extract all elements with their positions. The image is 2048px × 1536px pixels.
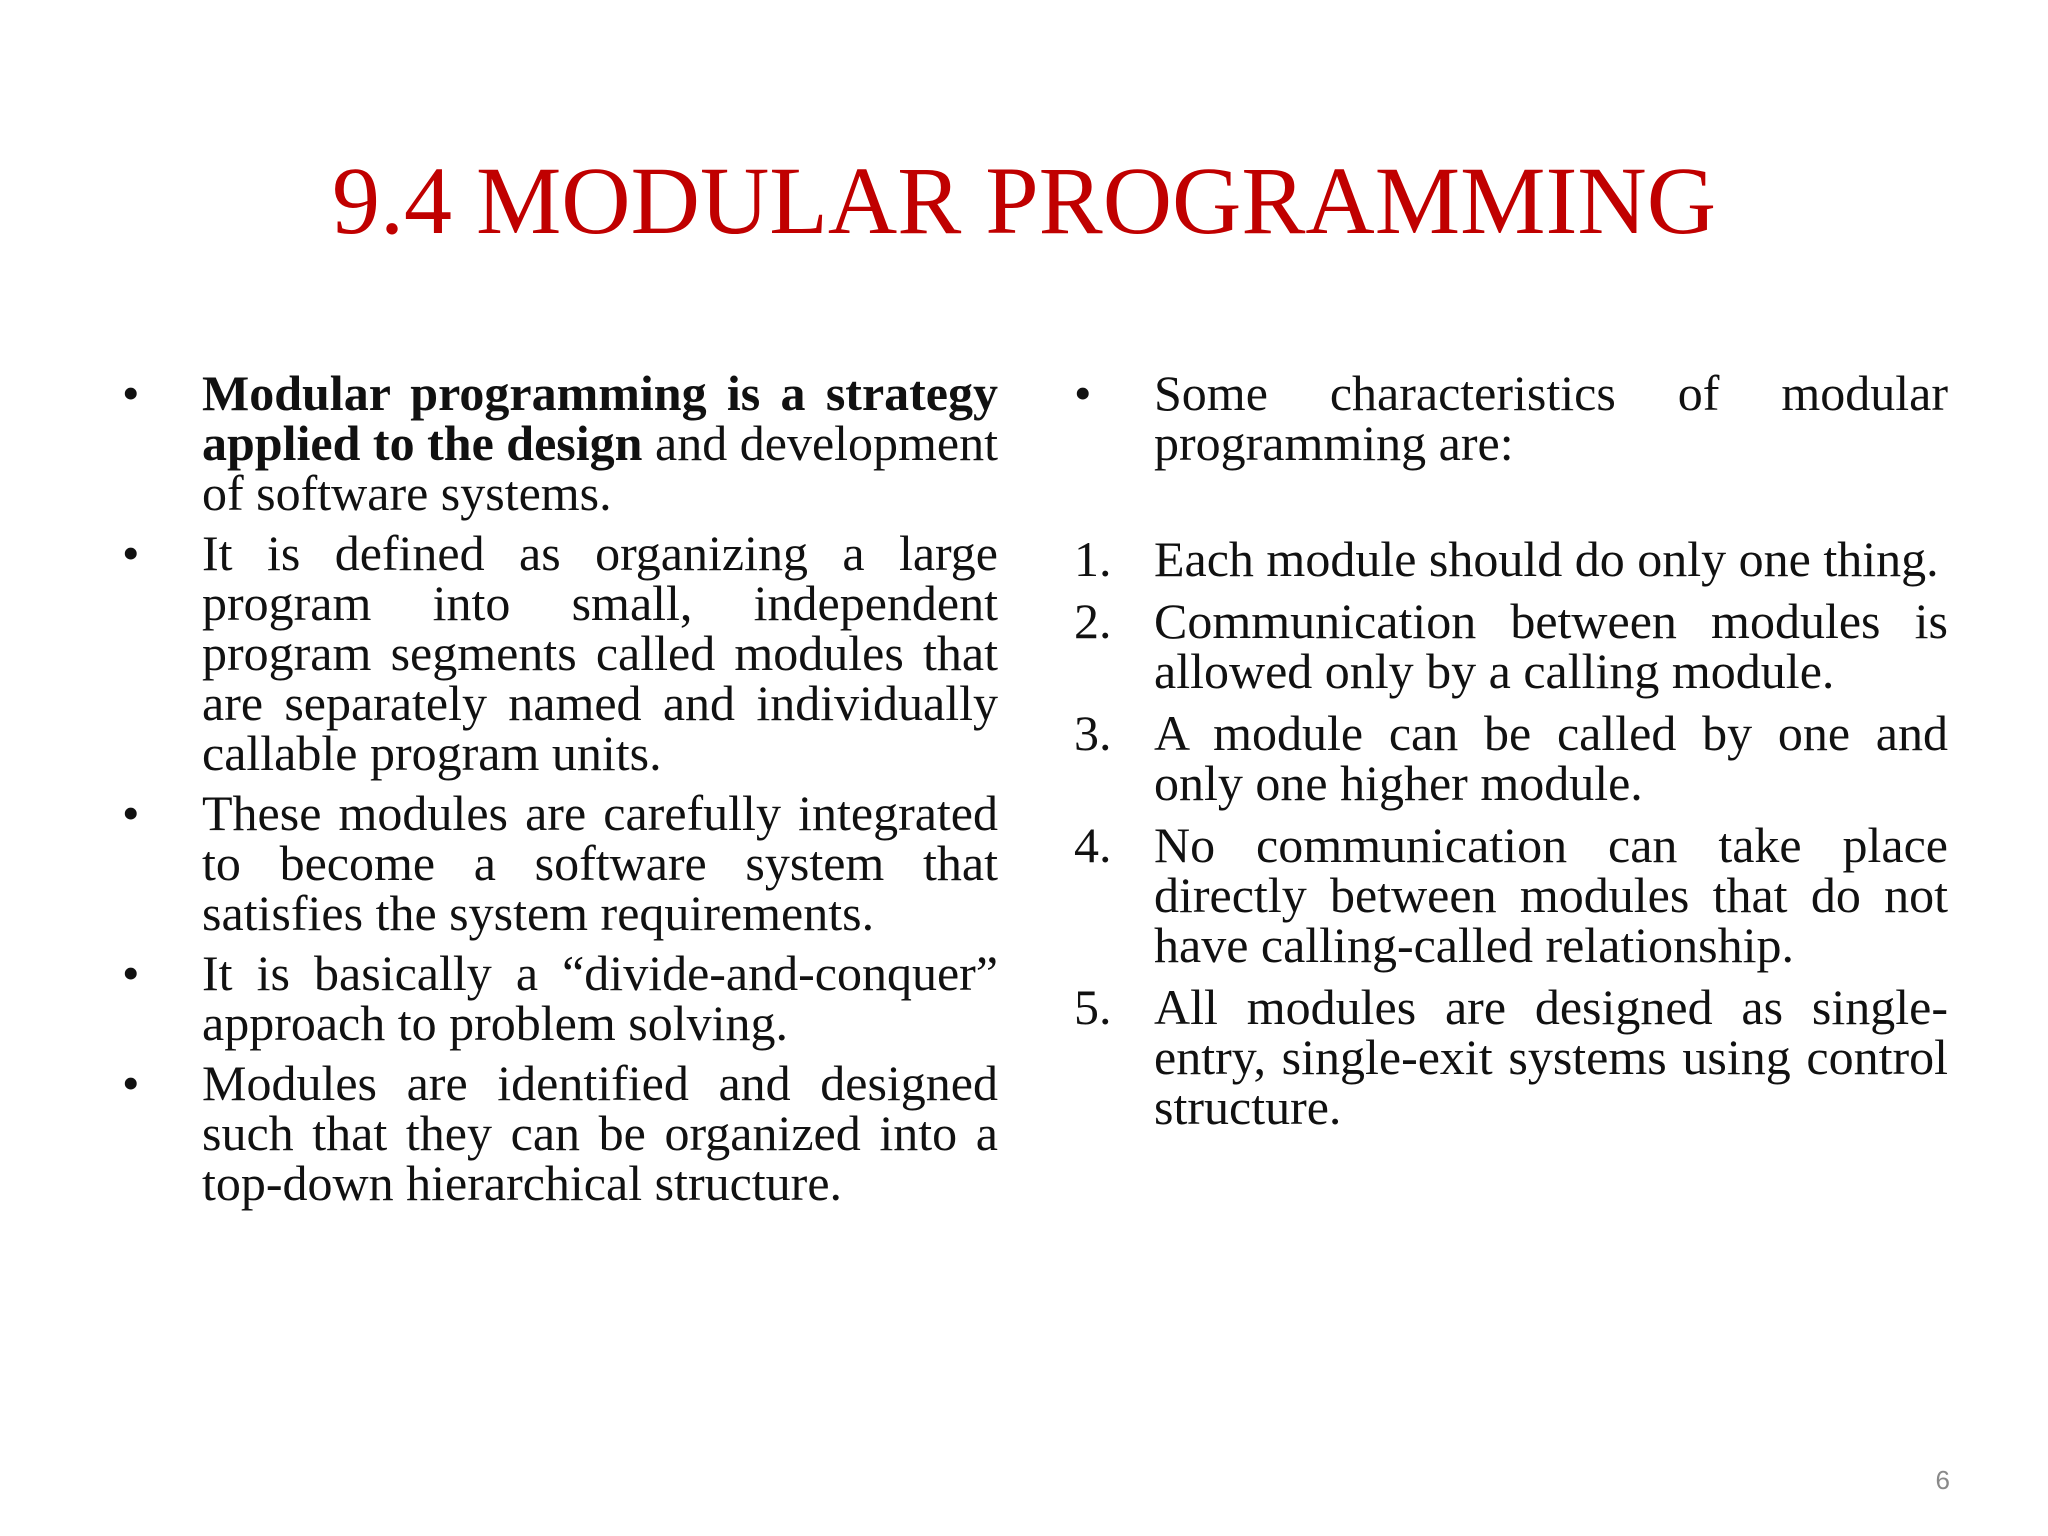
bullet-text: and development of software systems.: [202, 415, 999, 521]
bullet-item-1: [122, 365, 999, 521]
bullet-icon: •: [122, 365, 140, 421]
bullet-icon: •: [122, 1055, 140, 1111]
item-text: Communication between modules is allowed only by a calling module.: [1154, 593, 1948, 699]
item-text: No communication can take place directly between modules that do not have calling-called relationship.: [1154, 817, 1948, 973]
item-text: A module can be called by one and only one higher module.: [1154, 705, 1948, 811]
slide-title: 9.4 MODULAR PROGRAMMING: [331, 147, 1717, 254]
bullet-item-4: [122, 945, 998, 1051]
numbered-item-1: [1074, 531, 1948, 587]
left-column: [122, 365, 999, 1218]
numbered-item-3: [1074, 705, 1948, 811]
right-column: [1074, 365, 1948, 1144]
numbered-item-5: [1074, 979, 1948, 1135]
item-number: 2.: [1074, 593, 1112, 649]
characteristics-intro: [1074, 365, 1948, 471]
item-number: 4.: [1074, 817, 1112, 873]
bullet-item-2: [122, 525, 998, 781]
numbered-item-2: [1074, 593, 1948, 699]
intro-text: Some characteristics of modular programming are:: [1154, 365, 1948, 471]
numbered-item-4: [1074, 817, 1948, 973]
bullet-icon: •: [1074, 365, 1092, 421]
spacer: [1074, 478, 1948, 534]
bullet-text: It is defined as organizing a large program into small, independent program segments called modules that are separately named and individually callable program units.: [202, 525, 998, 781]
item-text: All modules are designed as single-entry, single-exit systems using control structure.: [1154, 979, 1948, 1135]
item-text: Each module should do only one thing.: [1154, 531, 1939, 587]
bullet-icon: •: [122, 525, 140, 581]
bullet-text: Modules are identified and designed such that they can be organized into a top-down hierarchical structure.: [202, 1055, 998, 1211]
page-number: 6: [1935, 1465, 1950, 1495]
bullet-item-5: [122, 1055, 998, 1211]
bullet-item-3: [122, 785, 998, 941]
item-number: 3.: [1074, 705, 1112, 761]
bullet-text: It is basically a “divide-and-conquer” approach to problem solving.: [202, 945, 998, 1051]
item-number: 1.: [1074, 531, 1112, 587]
bullet-icon: •: [122, 785, 140, 841]
bullet-bold-text: Modular programming is a strategy applied to the design: [202, 365, 998, 471]
bullet-text: These modules are carefully integrated to become a software system that satisfies the system requirements.: [202, 785, 998, 941]
bullet-icon: •: [122, 945, 140, 1001]
item-number: 5.: [1074, 979, 1112, 1035]
